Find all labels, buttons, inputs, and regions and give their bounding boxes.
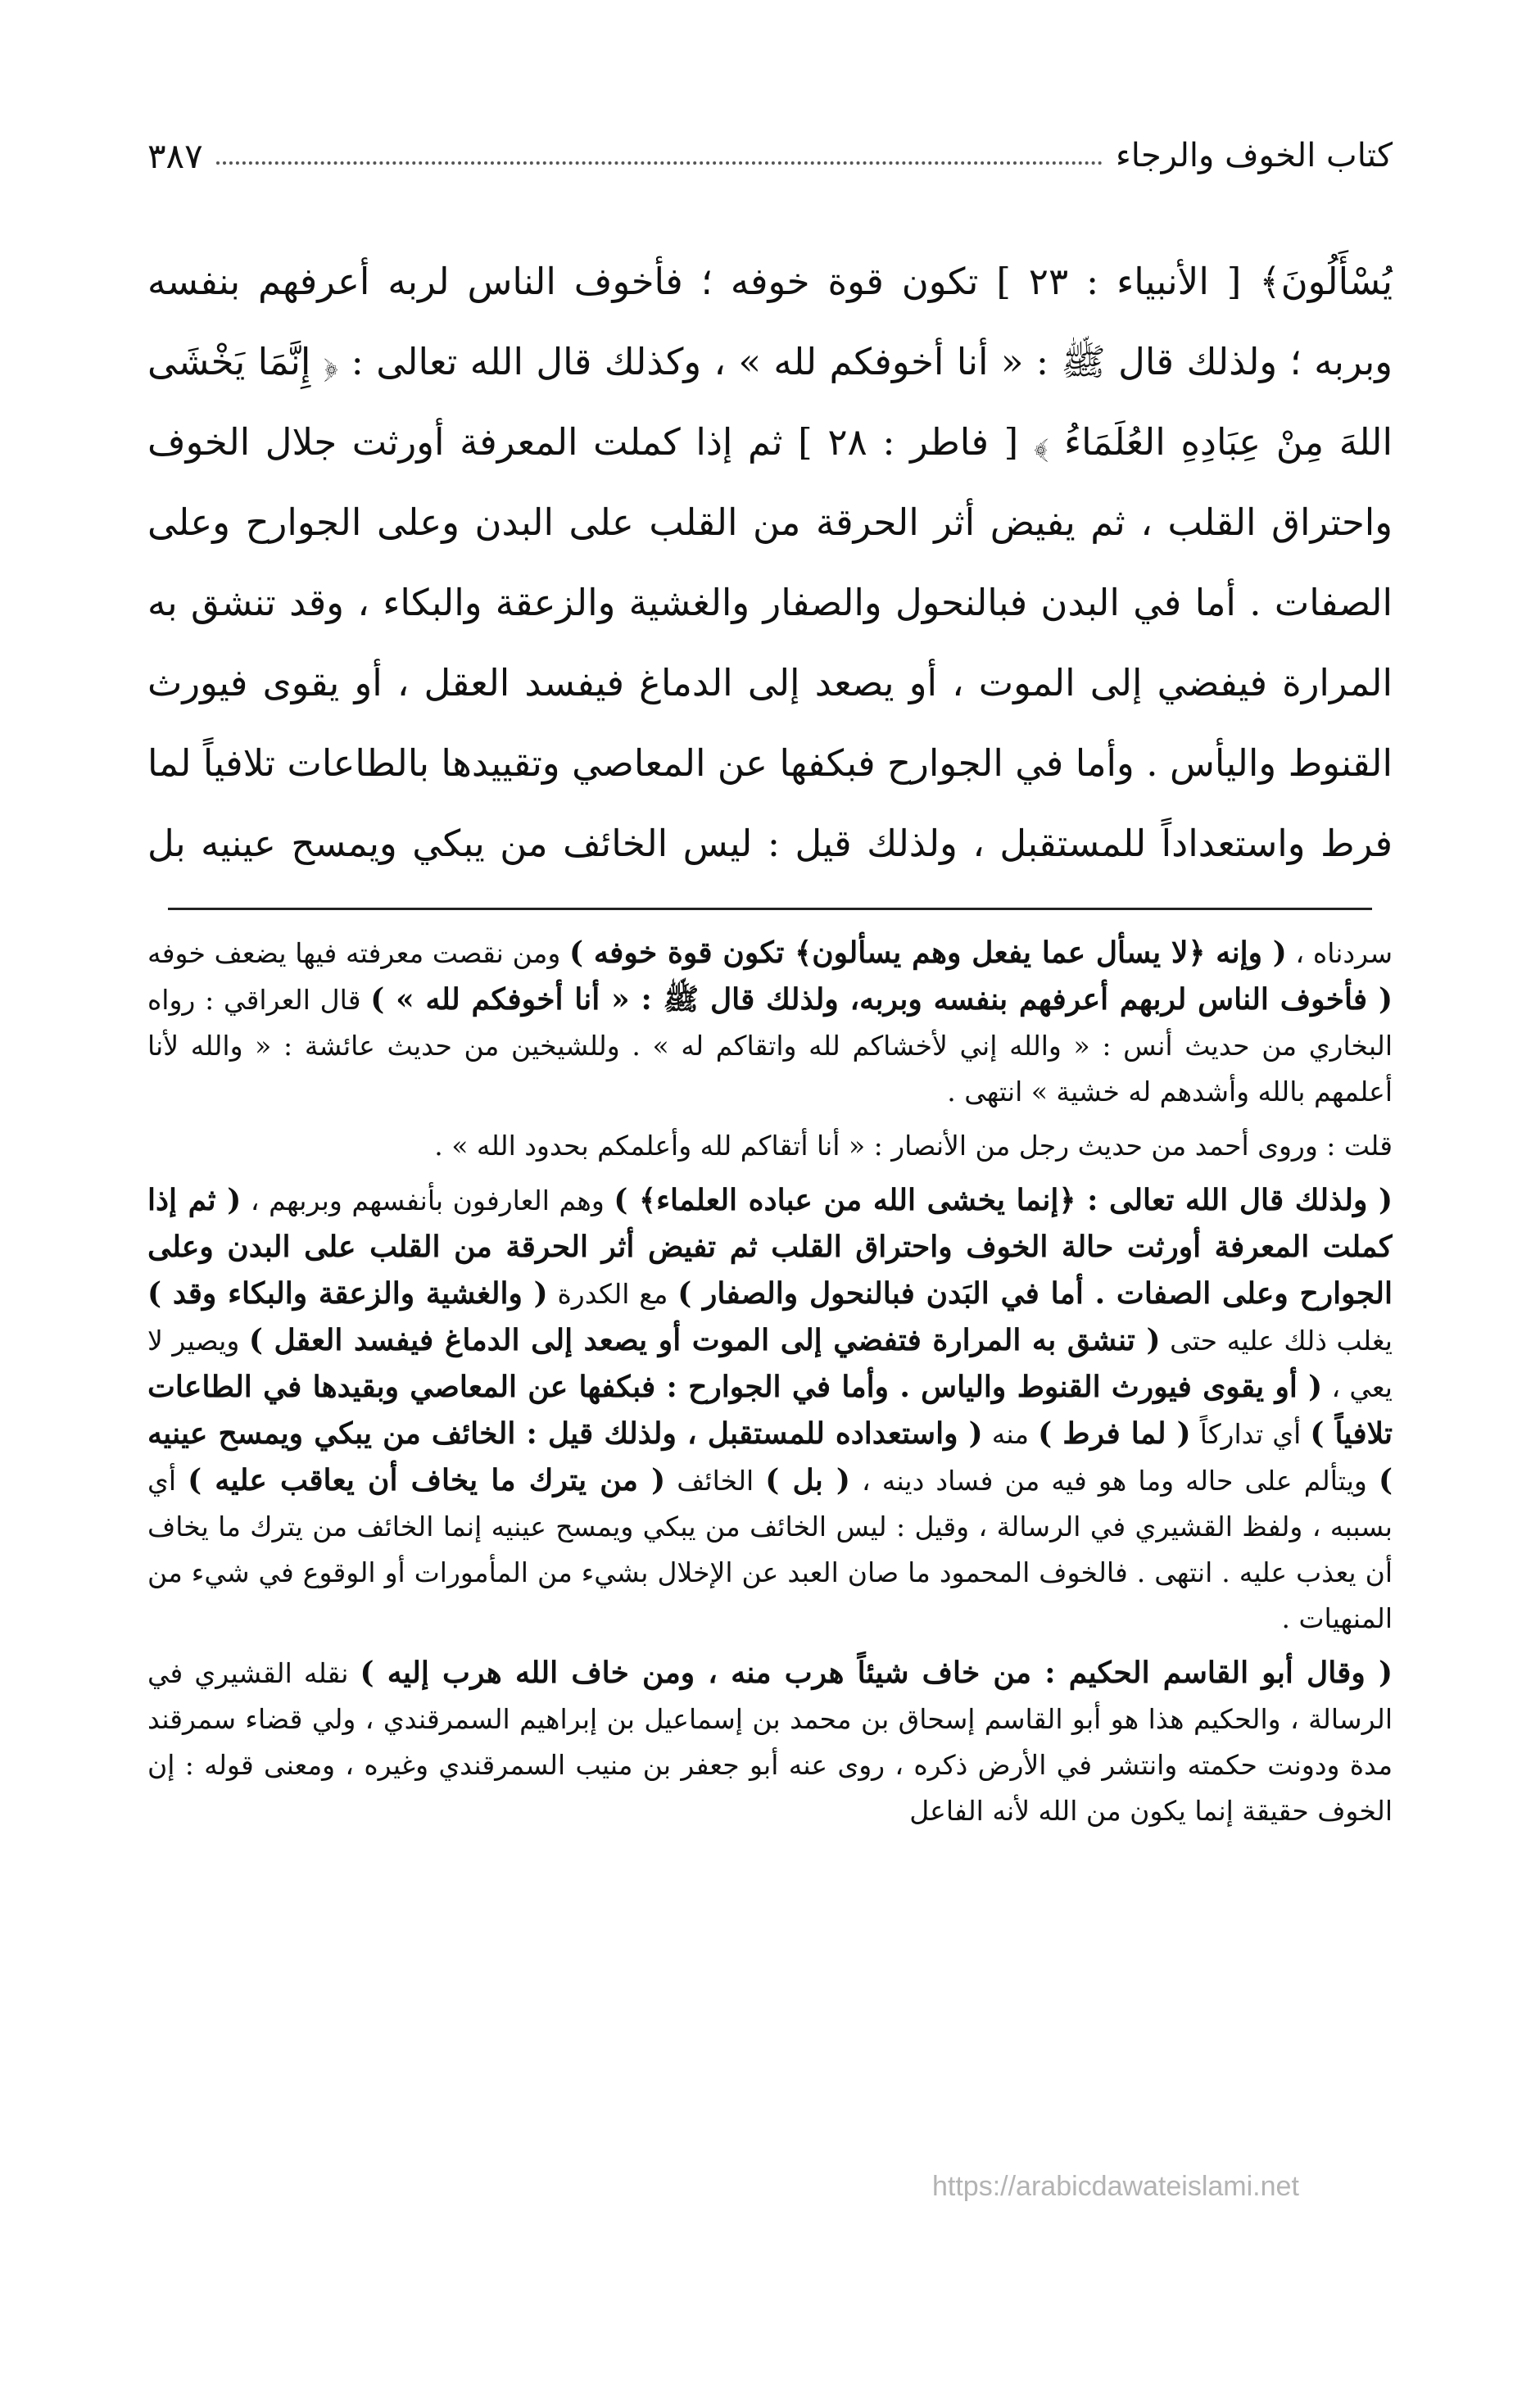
commentary-paragraph-4 [147,1650,1393,1834]
dotted-leader [216,161,1103,165]
commentary-text: قال العراقي : رواه البخاري من حديث أنس : « والله إني لأخشاكم لله واتقاكم له » . وللشيخين من حديث عائشة : « والله لأنا أعلمهم بالله وأشدهم له خشية » انتهى . [147,984,1393,1108]
commentary-quote: ( لما فرط ) [1038,1416,1191,1451]
commentary-text: نقله القشيري في الرسالة ، والحكيم هذا هو أبو القاسم إسحاق بن محمد بن إسماعيل بن إبراهيم السمرقندي ، ولي قضاء سمرقند مدة ودونت حكمته وانتشر في الأرض ذكره ، روى عنه أبو جعفر بن منيب السمرقندي وغيره ، ومعنى قوله : إن الخوف حقيقة إنما يكون من الله لأنه الفاعل [147,1657,1393,1827]
page-header [147,131,1393,180]
commentary-quote: ( ولذلك قال الله تعالى : ﴿إنما يخشى الله من عباده العلماء﴾ ) [614,1183,1393,1217]
main-paragraph: يُسْأَلُونَ﴾ [ الأنبياء : ٢٣ ] تكون قوة خوفه ؛ فأخوف الناس لربه أعرفهم بنفسه وبربه ؛ ولذلك قال ﷺ : « أنا أخوفكم لله » ، وكذلك قال الله تعالى : ﴿ إِنَّمَا يَخْشَى اللهَ مِنْ عِبَادِهِ العُلَمَاءُ ﴾ [ فاطر : ٢٨ ] ثم إذا كملت المعرفة أورثت جلال الخوف واحتراق القلب ، ثم يفيض أثر الحرقة من القلب على البدن وعلى الجوارح وعلى الصفات . أما في البدن فبالنحول والصفار والغشية والزعقة والبكاء ، وقد تنشق به المرارة فيفضي إلى الموت ، أو يصعد إلى الدماغ فيفسد العقل ، أو يقوى فيورث القنوط واليأس . وأما في الجوارح فبكفها عن المعاصي وتقييدها بالطاعات تلافياً لما فرط واستعداداً للمستقبل ، ولذلك قيل : ليس الخائف من يبكي ويمسح عينيه بل [147,260,1393,865]
commentary-quote: ( واستعداده للمستقبل ، ولذلك قيل : الخائف من يبكي ويمسح عينيه ) [147,1416,1393,1497]
commentary-quote: ( بل ) [765,1463,850,1497]
commentary-quote: ( والغشية والزعقة والبكاء وقد ) [147,1276,548,1311]
commentary-quote: ( وإنه ﴿لا يسأل عما يفعل وهم يسألون﴾ تكون قوة خوفه ) [569,936,1287,970]
main-text-block [147,242,1393,889]
commentary-block [147,930,1393,2159]
commentary-paragraph-1 [147,930,1393,1115]
running-title: كتاب الخوف والرجاء [1115,137,1393,174]
commentary-quote: ( فأخوف الناس لربهم أعرفهم بنفسه وبربه، ولذلك قال ﷺ : « أنا أخوفكم لله » ) [370,982,1393,1017]
commentary-quote: ( أو يقوى فيورث القنوط والياس . وأما في الجوارح : فبكفها عن المعاصي وبقيدها في الطاعات تلافياً ) [147,1370,1393,1451]
commentary-text: ويتألم على حاله وما هو فيه من فساد دينه ، [849,1465,1379,1497]
commentary-text: أي بسببه ، ولفظ القشيري في الرسالة ، وقيل : ليس الخائف من يبكي ويمسح عينيه إنما الخائف من يترك ما يخاف أن يعذب عليه . انتهى . فالخوف المحمود ما صان العبد عن الإخلال بشيء من المأمورات أو الوقوع في شيء من المنهيات . [147,1465,1393,1634]
commentary-paragraph-3 [147,1177,1393,1642]
separator-rule [168,908,1372,910]
commentary-text: مع الكدرة [547,1278,678,1310]
commentary-quote: ( ثم إذا كملت المعرفة أورثت حالة الخوف واحتراق القلب ثم تفيض أثر الحرقة من القلب على البدن وعلى الجوارح وعلى الصفات . أما في البَدن فبالنحول والصفار ) [147,1183,1393,1311]
commentary-text: منه [982,1418,1039,1450]
commentary-text: الخائف [665,1465,766,1497]
watermark-url: https://arabicdawateislami.net [932,2171,1299,2202]
commentary-quote: ( من يترك ما يخاف أن يعاقب عليه ) [188,1463,666,1497]
commentary-text: ويصير لا يعي ، [147,1325,1393,1403]
commentary-text: أي تداركاً [1190,1418,1311,1450]
commentary-quote: ( وقال أبو القاسم الحكيم : من خاف شيئاً هرب منه ، ومن خاف الله هرب إليه ) [360,1656,1393,1690]
commentary-text: وهم العارفون بأنفسهم وبربهم ، [241,1185,614,1216]
commentary-paragraph-2: قلت : وروى أحمد من حديث رجل من الأنصار : « أنا أتقاكم لله وأعلمكم بحدود الله » . [434,1130,1393,1162]
commentary-text: ومن نقصت معرفته فيها يضعف خوفه [147,937,570,969]
commentary-quote: ( تنشق به المرارة فتفضي إلى الموت أو يصعد إلى الدماغ فيفسد العقل ) [248,1323,1161,1357]
page-number: ٣٨٧ [147,135,203,176]
commentary-text: يغلب ذلك عليه حتى [1160,1325,1393,1357]
commentary-text: سردناه ، [1286,937,1393,969]
